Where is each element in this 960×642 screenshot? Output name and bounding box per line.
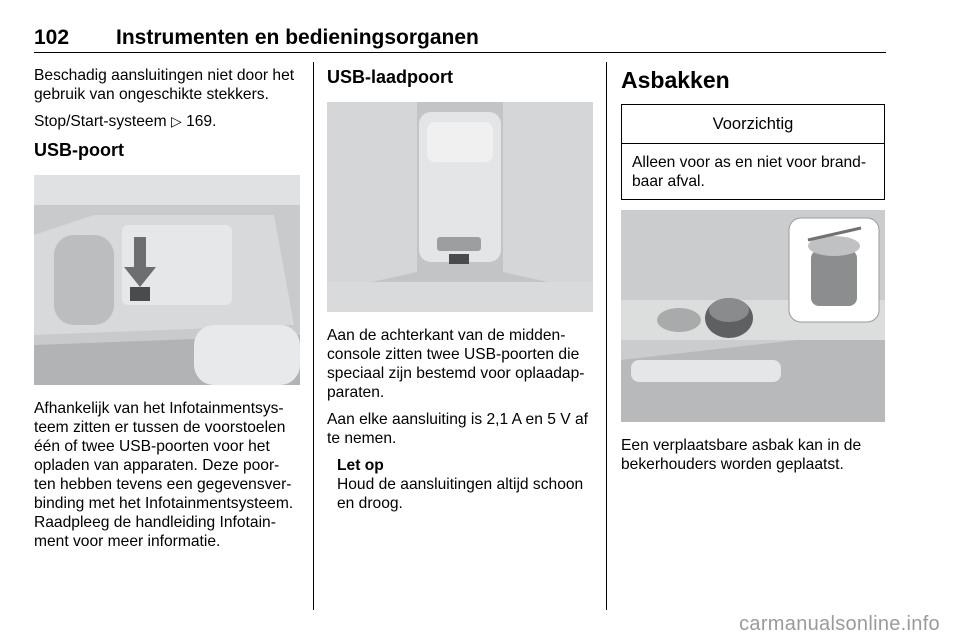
reference-page: 169.: [186, 113, 217, 130]
warning-title: Voorzichtig: [622, 105, 884, 144]
watermark: carmanualsonline.info: [739, 613, 940, 635]
column-3: [621, 66, 887, 482]
section-heading: USB-poort: [34, 140, 124, 160]
note-body: Houd de aansluitingen altijd schoon en droog.: [337, 476, 584, 512]
note: [337, 456, 593, 513]
cross-reference[interactable]: [34, 112, 300, 131]
reference-text: Stop/Start-systeem: [34, 113, 167, 130]
column-1: [34, 66, 300, 559]
warning-body: Alleen voor as en niet voor brand-baar afval.: [632, 154, 867, 190]
column-divider: [313, 62, 314, 610]
paragraph: Afhankelijk van het Infotainmentsys-teem zitten er tussen de voorstoelen één of twee USB-poorten voor het opladen van apparaten. Deze poor-ten hebben tevens een gegevensver-binding met het Infotainmentsysteem. Raadpleeg de handleiding Infotain-ment voor meer informatie.: [34, 400, 294, 550]
paragraph: Beschadig aansluitingen niet door het gebruik van ongeschikte stekkers.: [34, 67, 295, 103]
column-2: [327, 66, 593, 513]
page-number: 102: [34, 26, 70, 49]
paragraph: Aan elke aansluiting is 2,1 A en 5 V af te nemen.: [327, 411, 588, 447]
section-heading: Asbakken: [621, 67, 730, 93]
column-divider: [606, 62, 607, 610]
usb-charging-port-image: [327, 102, 593, 312]
warning-box: [621, 104, 885, 200]
paragraph: Aan de achterkant van de midden-console zitten twee USB-poorten die speciaal zijn bestemd voor oplaadap-paraten.: [327, 327, 585, 401]
ashtray-image: [621, 210, 885, 422]
triangle-right-icon: ▷: [170, 113, 182, 129]
page-header: [34, 24, 886, 53]
usb-port-image: [34, 175, 300, 385]
note-title: Let op: [337, 457, 384, 474]
section-heading: USB-laadpoort: [327, 67, 453, 87]
page-title: Instrumenten en bedieningsorganen: [116, 26, 479, 49]
paragraph: Een verplaatsbare asbak kan in de bekerhouders worden geplaatst.: [621, 437, 862, 473]
